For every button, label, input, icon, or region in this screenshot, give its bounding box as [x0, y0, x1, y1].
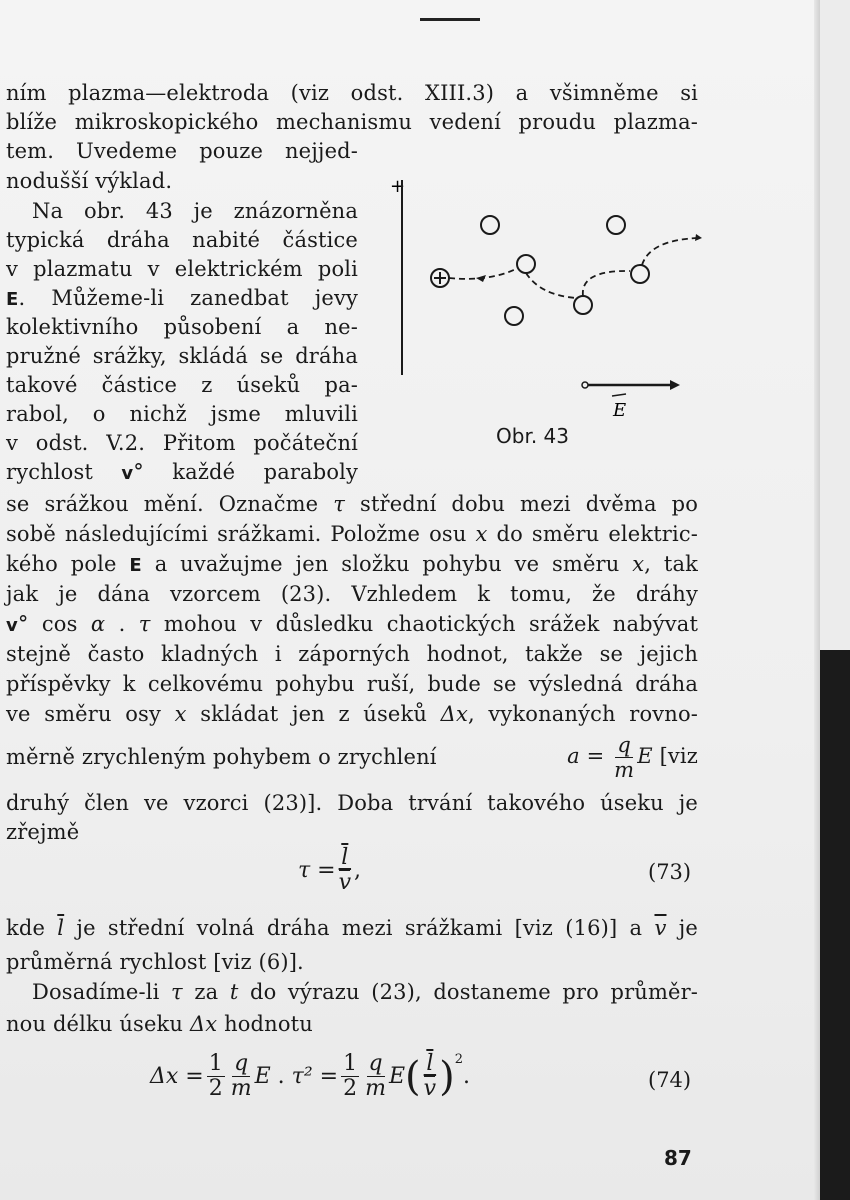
denominator: m — [614, 758, 635, 782]
molecule-circle — [517, 255, 535, 273]
text-line-11: takové částice z úseků pa- — [6, 373, 358, 397]
text-line-2: blíže mikroskopického mechanismu vedení proudu plazma- — [6, 110, 698, 134]
text-line-25: zřejmě — [6, 820, 80, 844]
text-fragment: rychlost — [6, 460, 93, 484]
text-fragment: za — [194, 980, 219, 1004]
equals-sign: = — [185, 1064, 204, 1089]
inline-equation — [567, 733, 698, 782]
symbol-E: E — [637, 744, 653, 768]
text-line-7: v plazmatu v elektrickém poli — [6, 257, 358, 281]
symbol-tau: τ — [298, 858, 311, 883]
comma: , — [354, 858, 362, 883]
symbol-a: a — [567, 744, 580, 768]
fraction-l-over-v — [339, 846, 351, 895]
symbol-dot: . — [118, 612, 126, 636]
denominator: 2 — [343, 1076, 358, 1101]
text-fragment: nou délku úseku — [6, 1012, 184, 1036]
numerator: q — [234, 1051, 249, 1076]
text-fragment: je — [678, 916, 698, 940]
text-line-29 — [6, 1010, 313, 1039]
text-line-27: průměrná rychlost [viz (6)]. — [6, 950, 304, 974]
text-line-20: stejně často kladných i záporných hodnot, takže se jejich — [6, 642, 698, 666]
fraction-q-over-m — [365, 1052, 386, 1101]
symbol-tau-squared: τ² — [291, 1064, 313, 1089]
symbol-v-bold: v — [6, 615, 18, 636]
fraction-q-over-m — [614, 733, 634, 782]
symbol-E: E — [254, 1064, 271, 1089]
denominator: m — [365, 1076, 386, 1101]
symbol-delta-x: Δx — [150, 1064, 179, 1089]
left-paren: ( — [405, 1053, 421, 1100]
numerator: 1 — [343, 1051, 358, 1076]
numerator: q — [368, 1051, 383, 1076]
plus-electrode-label: + — [390, 176, 406, 197]
figure-caption: Obr. 43 — [496, 424, 569, 448]
symbol-l-bar: $\overline{l}$ — [57, 916, 65, 940]
symbol-dot: . — [277, 1064, 285, 1089]
text-fragment: kého pole — [6, 552, 117, 576]
symbol-x: x — [174, 702, 187, 726]
equation-number-73: (73) — [648, 860, 692, 884]
text-line-21: příspěvky k celkovému pohybu ruší, bude se výsledná dráha — [6, 672, 698, 696]
fraction-1-over-2 — [341, 1052, 359, 1101]
text-fragment: měrně zrychleným pohybem o zrychlení — [6, 745, 437, 769]
text-fragment: mohou v důsledku chaotických srážek nabývat — [163, 612, 699, 636]
field-origin — [582, 382, 588, 388]
numerator: $\overline{l}$ — [426, 1051, 434, 1076]
molecule-circle — [481, 216, 499, 234]
symbol-x: x — [632, 552, 645, 576]
symbol-E-bold: E — [6, 289, 19, 310]
field-label-arrow — [612, 394, 626, 396]
text-fragment: a uvažujme jen složku pohybu ve směru — [154, 552, 620, 576]
field-label: E — [613, 400, 627, 420]
text-fragment: je střední volná dráha mezi srážkami [viz (16)] a — [76, 916, 643, 940]
text-fragment: ° cos — [17, 612, 78, 636]
molecule-circle — [574, 296, 592, 314]
symbol-tau: τ — [138, 612, 151, 636]
text-fragment: do výrazu (23), dostaneme pro průměr- — [249, 980, 699, 1004]
text-line-6: typická dráha nabité částice — [6, 228, 358, 252]
exponent: 2 — [454, 1052, 463, 1067]
text-line-13: v odst. V.2. Přitom počáteční — [6, 431, 358, 455]
symbol-E: E — [388, 1064, 406, 1089]
text-fragment: , tak — [644, 552, 699, 576]
trajectory-arrowhead — [695, 234, 702, 241]
text-line-23 — [6, 733, 698, 782]
page-number: 87 — [664, 1146, 692, 1170]
symbol-E-bold: E — [129, 555, 142, 576]
text-fragment: , vykonaných rovno- — [467, 702, 699, 726]
numerator: $\overline{l}$ — [341, 845, 349, 870]
top-edge-mark — [420, 18, 480, 21]
equation-number-74: (74) — [648, 1068, 692, 1092]
fraction-l-over-v — [424, 1052, 436, 1101]
text-fragment: kde — [6, 916, 46, 940]
text-fragment: skládat jen z úseků — [200, 702, 428, 726]
period: . — [462, 1064, 470, 1089]
book-spine-shadow — [820, 650, 850, 1200]
symbol-delta-x: Δx — [189, 1012, 218, 1036]
trajectory-arrowhead — [476, 275, 486, 282]
fraction-q-over-m — [231, 1052, 252, 1101]
text-fragment: [viz — [659, 744, 698, 768]
text-fragment: ° každé paraboly — [133, 460, 358, 484]
right-paren: ) — [439, 1053, 455, 1100]
denominator: m — [230, 1076, 252, 1101]
denominator: v — [423, 1076, 437, 1101]
equation-73 — [298, 846, 361, 895]
field-arrow-head — [670, 380, 680, 390]
denominator: v — [338, 870, 352, 895]
symbol-delta-x: Δx — [440, 702, 468, 726]
text-fragment: . Můžeme-li zanedbat jevy — [18, 286, 358, 310]
symbol-tau: τ — [333, 492, 346, 516]
particle-trajectory — [449, 238, 698, 298]
equals-sign: = — [319, 1064, 339, 1089]
figure-43-particle-path — [380, 170, 710, 420]
text-line-28 — [32, 978, 698, 1007]
fraction-1-over-2 — [207, 1052, 225, 1101]
molecule-circle — [607, 216, 625, 234]
text-line-16 — [6, 520, 698, 549]
text-fragment: ve směru osy — [6, 702, 161, 726]
text-fragment: Dosadíme-li — [32, 980, 160, 1004]
text-line-26 — [6, 914, 698, 943]
text-line-14 — [6, 458, 358, 488]
symbol-tau: τ — [171, 980, 183, 1004]
symbol-v-bar: $\overline{v}$ — [654, 916, 667, 940]
symbol-v-bold: v — [121, 463, 134, 484]
equation-74 — [150, 1052, 470, 1101]
text-line-19 — [6, 610, 698, 640]
symbol-t: t — [229, 980, 239, 1004]
molecule-circle — [505, 307, 523, 325]
text-line-8 — [6, 284, 358, 314]
text-line-1: ním plazma—elektroda (viz odst. XIII.3) a všimněme si — [6, 81, 698, 105]
text-fragment: se srážkou mění. Označme — [6, 492, 319, 516]
text-line-18: jak je dána vzorcem (23). Vzhledem k tomu, že dráhy — [6, 582, 698, 606]
numerator: 1 — [208, 1051, 223, 1076]
text-line-9: kolektivního působení a ne- — [6, 315, 358, 339]
text-line-24: druhý člen ve vzorci (23)]. Doba trvání takového úseku je — [6, 791, 698, 815]
text-line-15 — [6, 490, 698, 519]
numerator: q — [617, 733, 631, 757]
symbol-alpha: α — [90, 612, 106, 636]
text-fragment: do směru elektric- — [496, 522, 699, 546]
equals-sign: = — [317, 858, 336, 883]
text-fragment: střední dobu mezi dvěma po — [360, 492, 699, 516]
text-line-17 — [6, 550, 698, 580]
molecule-circle — [631, 265, 649, 283]
denominator: 2 — [208, 1076, 223, 1101]
text-fragment: sobě následujícími srážkami. Položme osu — [6, 522, 467, 546]
text-line-5: Na obr. 43 je znázorněna — [32, 199, 358, 223]
text-line-3: tem. Uvedeme pouze nejjed- — [6, 139, 358, 163]
text-line-10: pružné srážky, skládá se dráha — [6, 344, 358, 368]
text-line-12: rabol, o nichž jsme mluvili — [6, 402, 358, 426]
symbol-x: x — [475, 522, 488, 546]
text-fragment: hodnotu — [224, 1012, 313, 1036]
equals-sign: = — [586, 744, 605, 768]
text-line-4: nodušší výklad. — [6, 169, 173, 193]
text-line-22 — [6, 700, 698, 729]
